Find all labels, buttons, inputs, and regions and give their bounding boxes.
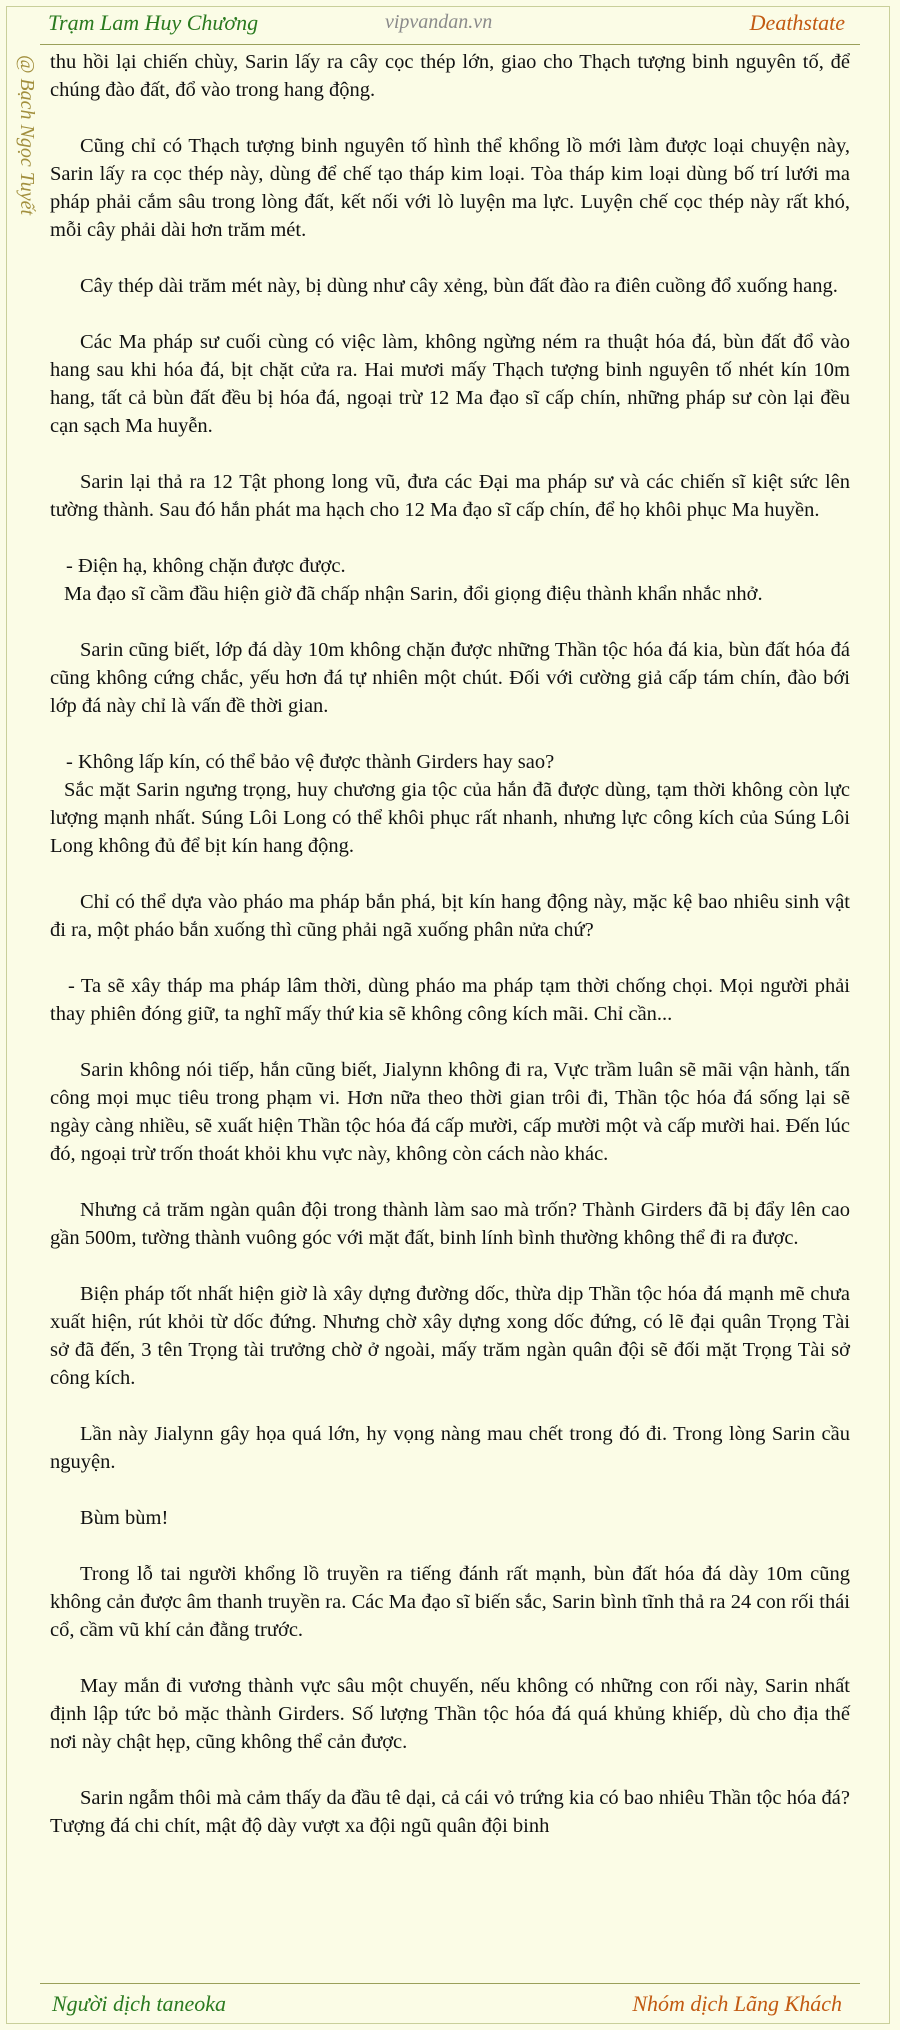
paragraph: Sarin cũng biết, lớp đá dày 10m không chặn được những Thần tộc hóa đá kia, bùn đất hóa đá cũng không cứng chắc, yếu hơn đá tự nhiên một chút. Đối với cường giả cấp tám chín, đào bới lớp đá này chỉ là vấn đề thời gian. — [50, 639, 850, 717]
paragraph: Sarin lại thả ra 12 Tật phong long vũ, đưa các Đại ma pháp sư và các chiến sĩ kiệt sức lên tường thành. Sau đó hắn phát ma hạch cho 12 Ma đạo sĩ cấp chín, để họ khôi phục Ma huyền. — [50, 471, 850, 521]
dialogue-line: - Ta sẽ xây tháp ma pháp lâm thời, dùng pháo ma pháp tạm thời chống chọi. Mọi người phải thay phiên đóng giữ, ta nghĩ mấy thứ kia sẽ không công kích mãi. Chỉ cần... — [50, 975, 850, 1025]
paragraph: May mắn đi vương thành vực sâu một chuyến, nếu không có những con rối này, Sarin nhất định lập tức bỏ mặc thành Girders. Số lượng Thần tộc hóa đá quá khủng khiếp, dù cho địa thế nơi này chật hẹp, cũng không thể cản được. — [50, 1675, 850, 1753]
paragraph: Các Ma pháp sư cuối cùng có việc làm, không ngừng ném ra thuật hóa đá, bùn đất đổ vào hang sau khi hóa đá, bịt chặt cửa ra. Hai mươi mấy Thạch tượng binh nguyên tố nhét kín 10m hang, tất cả bùn đất đều bị hóa đá, ngoại trừ 12 Ma đạo sĩ cấp chín, những pháp sư còn lại đều cạn sạch Ma huyễn. — [50, 331, 850, 437]
paragraph: Sắc mặt Sarin ngưng trọng, huy chương gia tộc của hắn đã được dùng, tạm thời không còn lực lượng mạnh nhất. Súng Lôi Long có thể khôi phục rất nhanh, nhưng lực công kích của Súng Lôi Long không đủ để bịt kín hang động. — [50, 779, 850, 857]
paragraph: thu hồi lại chiến chùy, Sarin lấy ra cây cọc thép lớn, giao cho Thạch tượng binh nguyên tố, để chúng đào đất, đổ vào trong hang động. — [50, 51, 850, 101]
paragraph: Lần này Jialynn gây họa quá lớn, hy vọng nàng mau chết trong đó đi. Trong lòng Sarin cầu nguyện. — [50, 1423, 850, 1473]
side-credit: @ Bạch Ngọc Tuyết — [16, 55, 38, 216]
translator-credit: Người dịch taneoka — [52, 1991, 227, 2016]
dialogue-line: - Không lấp kín, có thể bảo vệ được thành Girders hay sao? — [66, 751, 555, 773]
footer-divider — [40, 1983, 860, 1984]
header-divider — [40, 44, 860, 45]
paragraph: Nhưng cả trăm ngàn quân đội trong thành làm sao mà trốn? Thành Girders đã bị đẩy lên cao gần 500m, tường thành vuông góc với mặt đất, binh lính bình thường không thể đi ra được. — [50, 1199, 850, 1249]
page-header — [0, 0, 900, 40]
paragraph: Sarin không nói tiếp, hắn cũng biết, Jialynn không đi ra, Vực trầm luân sẽ mãi vận hành, tấn công mọi mục tiêu trong phạm vi. Hơn nữa theo thời gian trôi đi, Thần tộc hóa đá sống lại sẽ ngày càng nhiều, sẽ xuất hiện Thần tộc hóa đá cấp mười, cấp mười một và cấp mười hai. Đến lúc đó, ngoại trừ trốn thoát khỏi khu vực này, không còn cách nào khác. — [50, 1059, 850, 1165]
page-footer — [0, 1985, 900, 2025]
paragraph: Cũng chỉ có Thạch tượng binh nguyên tố hình thể khổng lồ mới làm được loại chuyện này, Sarin lấy ra cọc thép này, dùng để chế tạo tháp kim loại. Tòa tháp kim loại dùng bố trí lưới ma pháp phải cắm sâu trong lòng đất, kết nối với lò luyện ma lực. Luyện chế cọc thép này rất khó, mỗi cây phải dài hơn trăm mét. — [50, 135, 850, 241]
paragraph: Bùm bùm! — [80, 1507, 169, 1529]
paragraph: Chỉ có thể dựa vào pháo ma pháp bắn phá, bịt kín hang động này, mặc kệ bao nhiêu sinh vật đi ra, một pháo bắn xuống thì cũng phải ngã xuống phân nửa chứ? — [50, 891, 850, 941]
chapter-text — [50, 48, 850, 1840]
book-title: Deathstate — [749, 10, 845, 35]
site-url[interactable]: vipvandan.vn — [385, 11, 493, 33]
group-credit: Nhóm dịch Lãng Khách — [632, 1991, 842, 2016]
paragraph: Sarin ngẫm thôi mà cảm thấy da đầu tê dại, cả cái vỏ trứng kia có bao nhiêu Thần tộc hóa đá? Tượng đá chi chít, mật độ dày vượt xa đội ngũ quân đội binh — [50, 1787, 850, 1837]
paragraph: Cây thép dài trăm mét này, bị dùng như cây xẻng, bùn đất đào ra điên cuồng đổ xuống hang. — [80, 275, 838, 297]
site-name: Trạm Lam Huy Chương — [48, 10, 259, 35]
paragraph: Biện pháp tốt nhất hiện giờ là xây dựng đường dốc, thừa dịp Thần tộc hóa đá mạnh mẽ chưa xuất hiện, rút khỏi từ dốc đứng. Nhưng chờ xây dựng xong dốc đứng, có lẽ đại quân Trọng Tài sở đã đến, 3 tên Trọng tài trưởng chờ ở ngoài, mấy trăm ngàn quân đội sẽ đối mặt Trọng Tài sở công kích. — [50, 1283, 850, 1389]
paragraph: Trong lỗ tai người khổng lồ truyền ra tiếng đánh rất mạnh, bùn đất hóa đá dày 10m cũng không cản được âm thanh truyền ra. Các Ma đạo sĩ biến sắc, Sarin bình tĩnh thả ra 24 con rối thái cổ, cầm vũ khí cản đằng trước. — [50, 1563, 850, 1641]
paragraph: Ma đạo sĩ cầm đầu hiện giờ đã chấp nhận Sarin, đổi giọng điệu thành khẩn nhắc nhở. — [64, 583, 763, 605]
dialogue-line: - Điện hạ, không chặn được được. — [66, 555, 346, 577]
